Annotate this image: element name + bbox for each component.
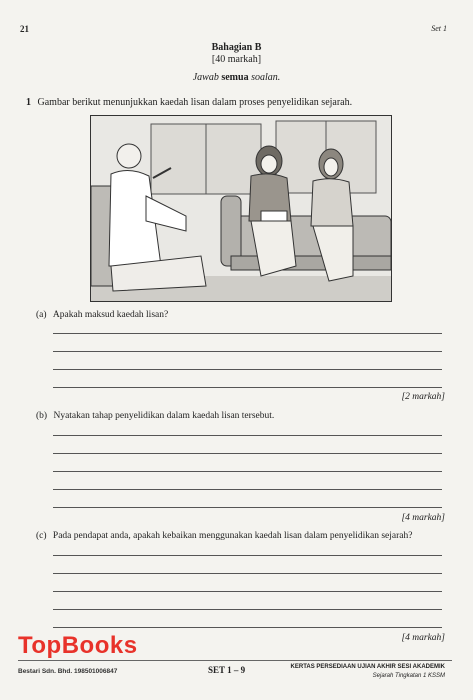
question-number: 1 (26, 97, 31, 108)
answer-line[interactable] (53, 507, 442, 508)
subject-title: Sejarah Tingkatan 1 KSSM (372, 673, 445, 679)
oral-history-illustration (90, 115, 392, 302)
section-marks: [40 markah] (211, 54, 262, 65)
answer-line[interactable] (53, 333, 442, 334)
instruction-bold: semua (221, 72, 249, 83)
part-c-label: (c) (36, 531, 47, 541)
part-b-marks: [4 markah] (401, 513, 445, 523)
part-a-text: Apakah maksud kaedah lisan? (52, 310, 169, 320)
publisher-text: Bestari Sdn. Bhd. 198501006847 (18, 668, 118, 675)
part-a-question (36, 310, 168, 320)
set-label: Set 1 (431, 24, 447, 33)
answer-line[interactable] (53, 627, 442, 628)
part-a-label: (a) (36, 310, 47, 320)
question-1-stem (26, 97, 352, 108)
interview-scene-image (91, 116, 391, 301)
page-number: 21 (20, 24, 29, 34)
answer-line[interactable] (53, 591, 442, 592)
part-c-text: Pada pendapat anda, apakah kebaikan menggunakan kaedah lisan dalam penyelidikan sejarah? (52, 531, 413, 541)
part-b-question (36, 411, 274, 421)
topbooks-logo: TopBooks (18, 632, 138, 659)
answer-line[interactable] (53, 387, 442, 388)
instruction-suffix: soalan. (251, 72, 281, 83)
answer-line[interactable] (53, 435, 442, 436)
part-c-marks: [4 markah] (401, 633, 445, 643)
answer-line[interactable] (53, 369, 442, 370)
section-instruction (0, 72, 473, 83)
answer-line[interactable] (53, 573, 442, 574)
part-c-question (36, 531, 412, 541)
answer-line[interactable] (53, 609, 442, 610)
part-a-marks: [2 markah] (401, 392, 445, 402)
answer-line[interactable] (53, 489, 442, 490)
question-text: Gambar berikut menunjukkan kaedah lisan dalam proses penyelidikan sejarah. (37, 97, 353, 108)
set-code: SET 1 – 9 (208, 665, 246, 675)
part-b-label: (b) (36, 411, 48, 421)
footer-divider (18, 660, 452, 661)
answer-line[interactable] (53, 555, 442, 556)
answer-line[interactable] (53, 453, 442, 454)
series-title: KERTAS PERSEDIAAN UJIAN AKHIR SESI AKADEMIK (290, 664, 445, 670)
answer-line[interactable] (53, 351, 442, 352)
part-b-text: Nyatakan tahap penyelidikan dalam kaedah lisan tersebut. (53, 411, 275, 421)
section-title: Bahagian B (211, 42, 262, 53)
answer-line[interactable] (53, 471, 442, 472)
instruction-prefix: Jawab (192, 72, 219, 83)
